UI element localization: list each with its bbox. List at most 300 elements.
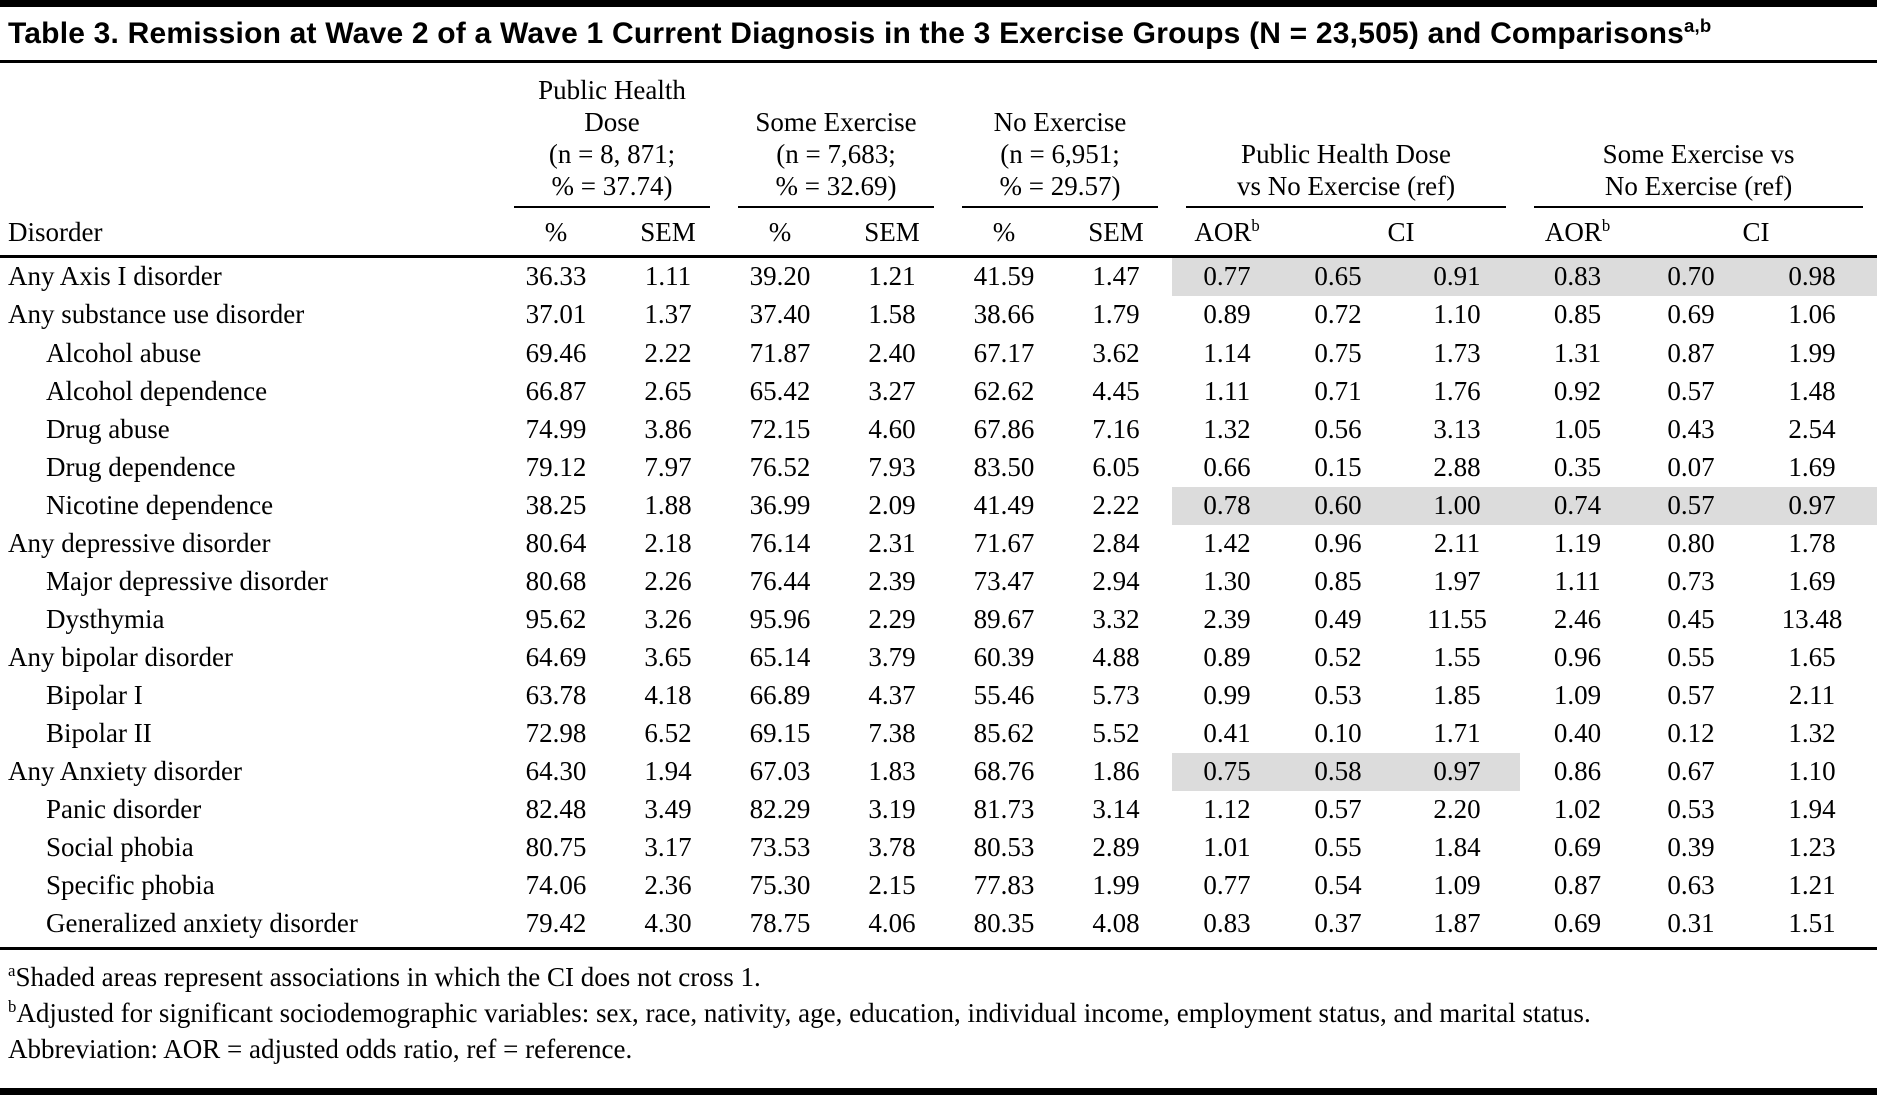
value-cell: 95.96 bbox=[749, 603, 811, 634]
group-label-line: Some Exercise vs bbox=[1602, 138, 1795, 169]
value-cell: 0.57 bbox=[1635, 487, 1747, 525]
value-cell: 1.02 bbox=[1553, 794, 1602, 825]
value-cell: 41.49 bbox=[973, 489, 1035, 520]
value-cell: 0.99 bbox=[1203, 679, 1251, 710]
value-cell: 0.57 bbox=[1667, 679, 1715, 710]
value-cell: 1.71 bbox=[1433, 718, 1481, 748]
value-cell: 3.62 bbox=[1092, 337, 1140, 368]
value-cell: 76.44 bbox=[749, 565, 811, 596]
value-cell: 71.87 bbox=[749, 337, 811, 368]
value-cell: 0.67 bbox=[1667, 756, 1715, 787]
value-cell: 0.41 bbox=[1203, 718, 1251, 748]
value-cell: 0.69 bbox=[1520, 905, 1635, 949]
value-cell: 3.86 bbox=[644, 413, 692, 444]
value-cell: 1.69 bbox=[1788, 451, 1836, 482]
value-cell: 0.75 bbox=[1172, 753, 1282, 791]
value-cell: 2.20 bbox=[1433, 794, 1481, 825]
value-cell: 3.32 bbox=[1092, 603, 1140, 634]
disorder-label: Social phobia bbox=[46, 832, 194, 863]
pct-column-header: % bbox=[500, 208, 612, 257]
value-cell: 2.09 bbox=[868, 489, 916, 520]
group-label-line: Some Exercise bbox=[755, 106, 917, 137]
value-cell: 1.12 bbox=[1203, 794, 1251, 825]
value-cell: 0.65 bbox=[1282, 257, 1394, 297]
value-cell: 1.00 bbox=[1394, 487, 1520, 525]
value-cell: 65.42 bbox=[749, 375, 811, 406]
table-row bbox=[0, 525, 1877, 563]
value-cell: 0.83 bbox=[1520, 257, 1635, 297]
value-cell: 2.11 bbox=[1788, 679, 1836, 710]
value-cell: 1.11 bbox=[1554, 565, 1601, 596]
value-cell: 5.73 bbox=[1092, 679, 1140, 710]
value-cell: 4.45 bbox=[1092, 375, 1140, 406]
value-cell: 64.30 bbox=[525, 756, 587, 787]
value-cell: 2.11 bbox=[1433, 527, 1481, 558]
top-rule bbox=[0, 0, 1877, 7]
value-cell: 1.05 bbox=[1553, 413, 1602, 444]
table-row bbox=[0, 867, 1877, 905]
disorder-label: Any substance use disorder bbox=[8, 299, 305, 330]
value-cell: 6.52 bbox=[644, 718, 692, 748]
value-cell: 4.88 bbox=[1092, 641, 1140, 672]
value-cell: 82.48 bbox=[525, 794, 587, 825]
value-cell: 0.78 bbox=[1172, 487, 1282, 525]
ci-column-header: CI bbox=[1635, 208, 1877, 257]
value-cell: 0.92 bbox=[1553, 375, 1602, 406]
value-cell: 83.50 bbox=[973, 451, 1035, 482]
value-cell: 0.54 bbox=[1314, 870, 1362, 901]
disorder-label: Specific phobia bbox=[46, 870, 215, 901]
value-cell: 41.59 bbox=[973, 261, 1035, 292]
value-cell: 1.58 bbox=[868, 299, 916, 330]
disorder-label: Any bipolar disorder bbox=[8, 641, 233, 672]
value-cell: 3.26 bbox=[644, 603, 692, 634]
value-cell: 1.14 bbox=[1203, 337, 1251, 368]
pct-column-header: % bbox=[948, 208, 1060, 257]
value-cell: 4.18 bbox=[644, 679, 692, 710]
value-cell: 0.70 bbox=[1635, 257, 1747, 297]
table-row bbox=[0, 905, 1877, 949]
group-label-line: (n = 8, 871; bbox=[548, 138, 676, 169]
value-cell: 1.47 bbox=[1092, 261, 1140, 292]
group-label-line: Public Health Dose bbox=[538, 75, 686, 137]
value-cell: 74.99 bbox=[525, 413, 587, 444]
value-cell: 1.99 bbox=[1092, 870, 1140, 901]
value-cell: 81.73 bbox=[973, 794, 1035, 825]
value-cell: 0.89 bbox=[1203, 641, 1251, 672]
value-cell: 3.79 bbox=[868, 641, 916, 672]
footnote-a bbox=[8, 960, 1642, 996]
sem-column-header: SEM bbox=[1060, 208, 1172, 257]
value-cell: 1.09 bbox=[1433, 870, 1481, 901]
value-cell: 4.06 bbox=[836, 905, 948, 949]
value-cell: 3.49 bbox=[644, 794, 692, 825]
group-header-some-exercise bbox=[724, 63, 948, 208]
value-cell: 0.53 bbox=[1667, 794, 1715, 825]
value-cell: 2.18 bbox=[644, 527, 692, 558]
disorder-label: Drug dependence bbox=[46, 451, 236, 482]
value-cell: 2.22 bbox=[1092, 489, 1140, 520]
value-cell: 7.16 bbox=[1092, 413, 1140, 444]
table-row bbox=[0, 335, 1877, 373]
table-row bbox=[0, 257, 1877, 297]
value-cell: 0.69 bbox=[1553, 832, 1602, 863]
table-row bbox=[0, 487, 1877, 525]
value-cell: 69.15 bbox=[749, 718, 811, 748]
value-cell: 0.75 bbox=[1314, 337, 1362, 368]
value-cell: 4.37 bbox=[868, 679, 916, 710]
table-row bbox=[0, 715, 1877, 753]
value-cell: 1.55 bbox=[1433, 641, 1481, 672]
value-cell: 1.94 bbox=[1788, 794, 1836, 825]
value-cell: 0.43 bbox=[1667, 413, 1715, 444]
value-cell: 1.21 bbox=[868, 261, 916, 292]
value-cell: 0.96 bbox=[1553, 641, 1602, 672]
value-cell: 1.86 bbox=[1092, 756, 1140, 787]
value-cell: 67.17 bbox=[973, 337, 1035, 368]
table-row bbox=[0, 563, 1877, 601]
aor-superscript: b bbox=[1601, 216, 1611, 236]
table-row bbox=[0, 601, 1877, 639]
value-cell: 77.83 bbox=[973, 870, 1035, 901]
value-cell: 2.39 bbox=[1203, 603, 1251, 634]
footnote-a-text: Shaded areas represent associations in which the CI does not cross 1. bbox=[15, 962, 761, 993]
value-cell: 1.10 bbox=[1433, 299, 1481, 330]
value-cell: 0.97 bbox=[1394, 753, 1520, 791]
value-cell: 95.62 bbox=[525, 603, 587, 634]
value-cell: 0.39 bbox=[1667, 832, 1715, 863]
value-cell: 0.35 bbox=[1553, 451, 1602, 482]
disorder-column-header: Disorder bbox=[0, 208, 500, 257]
value-cell: 0.96 bbox=[1314, 527, 1362, 558]
table-row bbox=[0, 639, 1877, 677]
value-cell: 0.74 bbox=[1520, 487, 1635, 525]
value-cell: 73.47 bbox=[973, 565, 1035, 596]
value-cell: 0.52 bbox=[1314, 641, 1362, 672]
group-label-line: Public Health Dose bbox=[1241, 138, 1452, 169]
value-cell: 1.21 bbox=[1788, 870, 1836, 901]
value-cell: 68.76 bbox=[973, 756, 1035, 787]
value-cell: 0.60 bbox=[1282, 487, 1394, 525]
table-row bbox=[0, 791, 1877, 829]
value-cell: 65.14 bbox=[749, 641, 811, 672]
value-cell: 4.60 bbox=[868, 413, 916, 444]
group-label-line: (n = 7,683; bbox=[776, 138, 896, 169]
value-cell: 1.83 bbox=[868, 756, 916, 787]
value-cell: 1.48 bbox=[1788, 375, 1836, 406]
footnote-abbreviation bbox=[8, 1032, 1642, 1068]
value-cell: 1.84 bbox=[1433, 832, 1481, 863]
value-cell: 1.99 bbox=[1788, 337, 1836, 368]
value-cell: 38.25 bbox=[525, 489, 587, 520]
group-header-row bbox=[0, 63, 1877, 208]
value-cell: 4.08 bbox=[1060, 905, 1172, 949]
value-cell: 78.75 bbox=[724, 905, 836, 949]
value-cell: 1.87 bbox=[1394, 905, 1520, 949]
value-cell: 7.38 bbox=[868, 718, 916, 748]
value-cell: 3.27 bbox=[868, 375, 916, 406]
value-cell: 67.03 bbox=[749, 756, 811, 787]
value-cell: 0.85 bbox=[1553, 299, 1602, 330]
value-cell: 1.30 bbox=[1203, 565, 1251, 596]
value-cell: 1.85 bbox=[1433, 679, 1481, 710]
value-cell: 5.52 bbox=[1092, 718, 1140, 748]
value-cell: 1.11 bbox=[1203, 375, 1251, 406]
value-cell: 80.53 bbox=[973, 832, 1035, 863]
footnotes bbox=[0, 950, 1650, 1068]
table-row bbox=[0, 677, 1877, 715]
value-cell: 1.94 bbox=[644, 756, 692, 787]
value-cell: 1.97 bbox=[1433, 565, 1481, 596]
disorder-label: Any depressive disorder bbox=[8, 527, 271, 558]
value-cell: 74.06 bbox=[525, 870, 587, 901]
value-cell: 2.15 bbox=[868, 870, 916, 901]
value-cell: 1.32 bbox=[1788, 718, 1836, 748]
column-header-row bbox=[0, 208, 1877, 257]
value-cell: 1.19 bbox=[1553, 527, 1602, 558]
value-cell: 64.69 bbox=[525, 641, 587, 672]
value-cell: 72.98 bbox=[525, 718, 587, 748]
table-body bbox=[0, 257, 1877, 949]
value-cell: 0.97 bbox=[1747, 487, 1877, 525]
table-title-superscript: a,b bbox=[1683, 15, 1712, 36]
group-label-line: No Exercise bbox=[993, 106, 1127, 137]
value-cell: 85.62 bbox=[973, 718, 1035, 748]
value-cell: 69.46 bbox=[525, 337, 587, 368]
group-label-line: No Exercise (ref) bbox=[1604, 170, 1793, 201]
value-cell: 1.73 bbox=[1433, 337, 1481, 368]
footnote-abbreviation-text: Abbreviation: AOR = adjusted odds ratio, ref = reference. bbox=[8, 1034, 633, 1065]
value-cell: 1.65 bbox=[1788, 641, 1836, 672]
value-cell: 1.23 bbox=[1788, 832, 1836, 863]
aor-superscript: b bbox=[1251, 216, 1260, 236]
value-cell: 3.65 bbox=[644, 641, 692, 672]
value-cell: 1.88 bbox=[644, 489, 692, 520]
value-cell: 0.12 bbox=[1667, 718, 1715, 748]
table-row bbox=[0, 753, 1877, 791]
value-cell: 0.37 bbox=[1282, 905, 1394, 949]
value-cell: 1.76 bbox=[1433, 375, 1481, 406]
value-cell: 80.75 bbox=[525, 832, 587, 863]
disorder-label: Bipolar I bbox=[46, 679, 143, 710]
disorder-label: Panic disorder bbox=[46, 794, 202, 825]
value-cell: 0.31 bbox=[1635, 905, 1747, 949]
disorder-label: Any Axis I disorder bbox=[8, 261, 222, 292]
group-label-line: % = 29.57) bbox=[999, 170, 1121, 201]
ci-column-header: CI bbox=[1282, 208, 1520, 257]
value-cell: 82.29 bbox=[749, 794, 811, 825]
value-cell: 76.14 bbox=[749, 527, 811, 558]
table-row bbox=[0, 373, 1877, 411]
table-title-text: Table 3. Remission at Wave 2 of a Wave 1 Current Diagnosis in the 3 Exercise Groups (N = 23,505) and Comparisons bbox=[8, 17, 1684, 50]
value-cell: 37.01 bbox=[525, 299, 587, 330]
group-header-public-health-dose bbox=[500, 63, 724, 208]
value-cell: 80.64 bbox=[525, 527, 587, 558]
value-cell: 0.63 bbox=[1667, 870, 1715, 901]
group-label-line: % = 32.69) bbox=[775, 170, 897, 201]
value-cell: 2.31 bbox=[868, 527, 916, 558]
value-cell: 2.40 bbox=[868, 337, 916, 368]
disorder-label: Major depressive disorder bbox=[46, 565, 328, 596]
remission-table bbox=[0, 63, 1877, 950]
group-header-phd-vs-no-exercise bbox=[1172, 63, 1520, 208]
group-header-no-exercise bbox=[948, 63, 1172, 208]
value-cell: 2.22 bbox=[644, 337, 692, 368]
value-cell: 73.53 bbox=[749, 832, 811, 863]
table-title bbox=[0, 7, 1877, 63]
value-cell: 6.05 bbox=[1092, 451, 1140, 482]
value-cell: 2.29 bbox=[868, 603, 916, 634]
value-cell: 0.57 bbox=[1314, 794, 1362, 825]
value-cell: 1.06 bbox=[1788, 299, 1836, 330]
value-cell: 1.51 bbox=[1747, 905, 1877, 949]
value-cell: 13.48 bbox=[1781, 603, 1843, 634]
value-cell: 36.99 bbox=[749, 489, 811, 520]
value-cell: 1.78 bbox=[1788, 527, 1836, 558]
disorder-label: Bipolar II bbox=[46, 718, 152, 748]
value-cell: 0.87 bbox=[1553, 870, 1602, 901]
value-cell: 0.10 bbox=[1314, 718, 1362, 748]
value-cell: 0.66 bbox=[1203, 451, 1251, 482]
value-cell: 80.35 bbox=[948, 905, 1060, 949]
table-row bbox=[0, 829, 1877, 867]
value-cell: 1.10 bbox=[1788, 756, 1836, 787]
value-cell: 0.07 bbox=[1667, 451, 1715, 482]
value-cell: 1.37 bbox=[644, 299, 692, 330]
aor-column-header: AOR$^b$ bbox=[1172, 208, 1282, 257]
value-cell: 0.55 bbox=[1667, 641, 1715, 672]
value-cell: 39.20 bbox=[749, 261, 811, 292]
value-cell: 0.73 bbox=[1667, 565, 1715, 596]
value-cell: 60.39 bbox=[973, 641, 1035, 672]
table-row bbox=[0, 296, 1877, 334]
pct-column-header: % bbox=[724, 208, 836, 257]
value-cell: 0.85 bbox=[1314, 565, 1362, 596]
value-cell: 79.12 bbox=[525, 451, 587, 482]
value-cell: 0.71 bbox=[1314, 375, 1362, 406]
spacer-cell bbox=[0, 63, 500, 208]
value-cell: 75.30 bbox=[749, 870, 811, 901]
value-cell: 2.54 bbox=[1788, 413, 1836, 444]
sem-column-header: SEM bbox=[612, 208, 724, 257]
group-header-some-vs-no-exercise bbox=[1520, 63, 1877, 208]
value-cell: 7.97 bbox=[644, 451, 692, 482]
value-cell: 2.26 bbox=[644, 565, 692, 596]
value-cell: 0.91 bbox=[1394, 257, 1520, 297]
value-cell: 4.30 bbox=[612, 905, 724, 949]
value-cell: 0.58 bbox=[1282, 753, 1394, 791]
footnote-a-marker: a bbox=[8, 961, 16, 981]
table-row bbox=[0, 411, 1877, 449]
value-cell: 3.14 bbox=[1092, 794, 1140, 825]
value-cell: 2.39 bbox=[868, 565, 916, 596]
footnote-b-text: Adjusted for significant sociodemographic variables: sex, race, nativity, age, education, individual income, employment status, and marital status. bbox=[16, 998, 1591, 1029]
value-cell: 0.80 bbox=[1667, 527, 1715, 558]
value-cell: 0.77 bbox=[1203, 870, 1251, 901]
group-label-line: % = 37.74) bbox=[551, 170, 673, 201]
group-label-line: (n = 6,951; bbox=[1000, 138, 1120, 169]
value-cell: 66.87 bbox=[525, 375, 587, 406]
value-cell: 0.77 bbox=[1172, 257, 1282, 297]
value-cell: 7.93 bbox=[868, 451, 916, 482]
value-cell: 2.89 bbox=[1092, 832, 1140, 863]
value-cell: 0.98 bbox=[1747, 257, 1877, 297]
value-cell: 1.31 bbox=[1553, 337, 1602, 368]
value-cell: 37.40 bbox=[749, 299, 811, 330]
value-cell: 3.13 bbox=[1433, 413, 1481, 444]
value-cell: 72.15 bbox=[749, 413, 811, 444]
value-cell: 3.78 bbox=[868, 832, 916, 863]
footnote-b-marker: b bbox=[8, 997, 17, 1017]
value-cell: 2.36 bbox=[644, 870, 692, 901]
disorder-label: Generalized anxiety disorder bbox=[0, 905, 500, 949]
value-cell: 63.78 bbox=[525, 679, 587, 710]
value-cell: 3.19 bbox=[868, 794, 916, 825]
value-cell: 1.09 bbox=[1553, 679, 1602, 710]
value-cell: 0.57 bbox=[1667, 375, 1715, 406]
value-cell: 0.69 bbox=[1667, 299, 1715, 330]
bottom-rule bbox=[0, 1088, 1877, 1095]
value-cell: 79.42 bbox=[500, 905, 612, 949]
table-row bbox=[0, 449, 1877, 487]
disorder-label: Drug abuse bbox=[46, 413, 170, 444]
value-cell: 3.17 bbox=[644, 832, 692, 863]
value-cell: 0.49 bbox=[1314, 603, 1362, 634]
value-cell: 11.55 bbox=[1427, 603, 1487, 634]
value-cell: 1.01 bbox=[1203, 832, 1251, 863]
sem-column-header: SEM bbox=[836, 208, 948, 257]
value-cell: 0.40 bbox=[1553, 718, 1602, 748]
disorder-label: Nicotine dependence bbox=[46, 489, 274, 520]
value-cell: 2.46 bbox=[1553, 603, 1602, 634]
value-cell: 0.83 bbox=[1172, 905, 1282, 949]
value-cell: 0.86 bbox=[1553, 756, 1602, 787]
value-cell: 71.67 bbox=[973, 527, 1035, 558]
value-cell: 0.72 bbox=[1314, 299, 1362, 330]
footnote-b bbox=[8, 996, 1642, 1032]
value-cell: 38.66 bbox=[973, 299, 1035, 330]
value-cell: 0.87 bbox=[1667, 337, 1715, 368]
disorder-label: Dysthymia bbox=[46, 603, 165, 634]
value-cell: 0.56 bbox=[1314, 413, 1362, 444]
value-cell: 89.67 bbox=[973, 603, 1035, 634]
value-cell: 36.33 bbox=[525, 261, 587, 292]
value-cell: 62.62 bbox=[973, 375, 1035, 406]
value-cell: 0.15 bbox=[1314, 451, 1362, 482]
value-cell: 55.46 bbox=[973, 679, 1035, 710]
value-cell: 2.94 bbox=[1092, 565, 1140, 596]
value-cell: 0.45 bbox=[1667, 603, 1715, 634]
aor-column-header: AOR$^b$ bbox=[1520, 208, 1635, 257]
value-cell: 1.32 bbox=[1203, 413, 1251, 444]
value-cell: 0.89 bbox=[1203, 299, 1251, 330]
group-label-line: vs No Exercise (ref) bbox=[1236, 170, 1456, 201]
value-cell: 1.79 bbox=[1092, 299, 1140, 330]
value-cell: 80.68 bbox=[525, 565, 587, 596]
value-cell: 0.55 bbox=[1314, 832, 1362, 863]
value-cell: 1.42 bbox=[1203, 527, 1251, 558]
disorder-label: Alcohol abuse bbox=[46, 337, 202, 368]
value-cell: 1.69 bbox=[1788, 565, 1836, 596]
disorder-label: Any Anxiety disorder bbox=[8, 756, 242, 787]
value-cell: 1.11 bbox=[644, 261, 692, 292]
value-cell: 67.86 bbox=[973, 413, 1035, 444]
value-cell: 66.89 bbox=[749, 679, 811, 710]
value-cell: 2.88 bbox=[1433, 451, 1481, 482]
value-cell: 0.53 bbox=[1314, 679, 1362, 710]
disorder-label: Alcohol dependence bbox=[46, 375, 268, 406]
value-cell: 2.65 bbox=[644, 375, 692, 406]
